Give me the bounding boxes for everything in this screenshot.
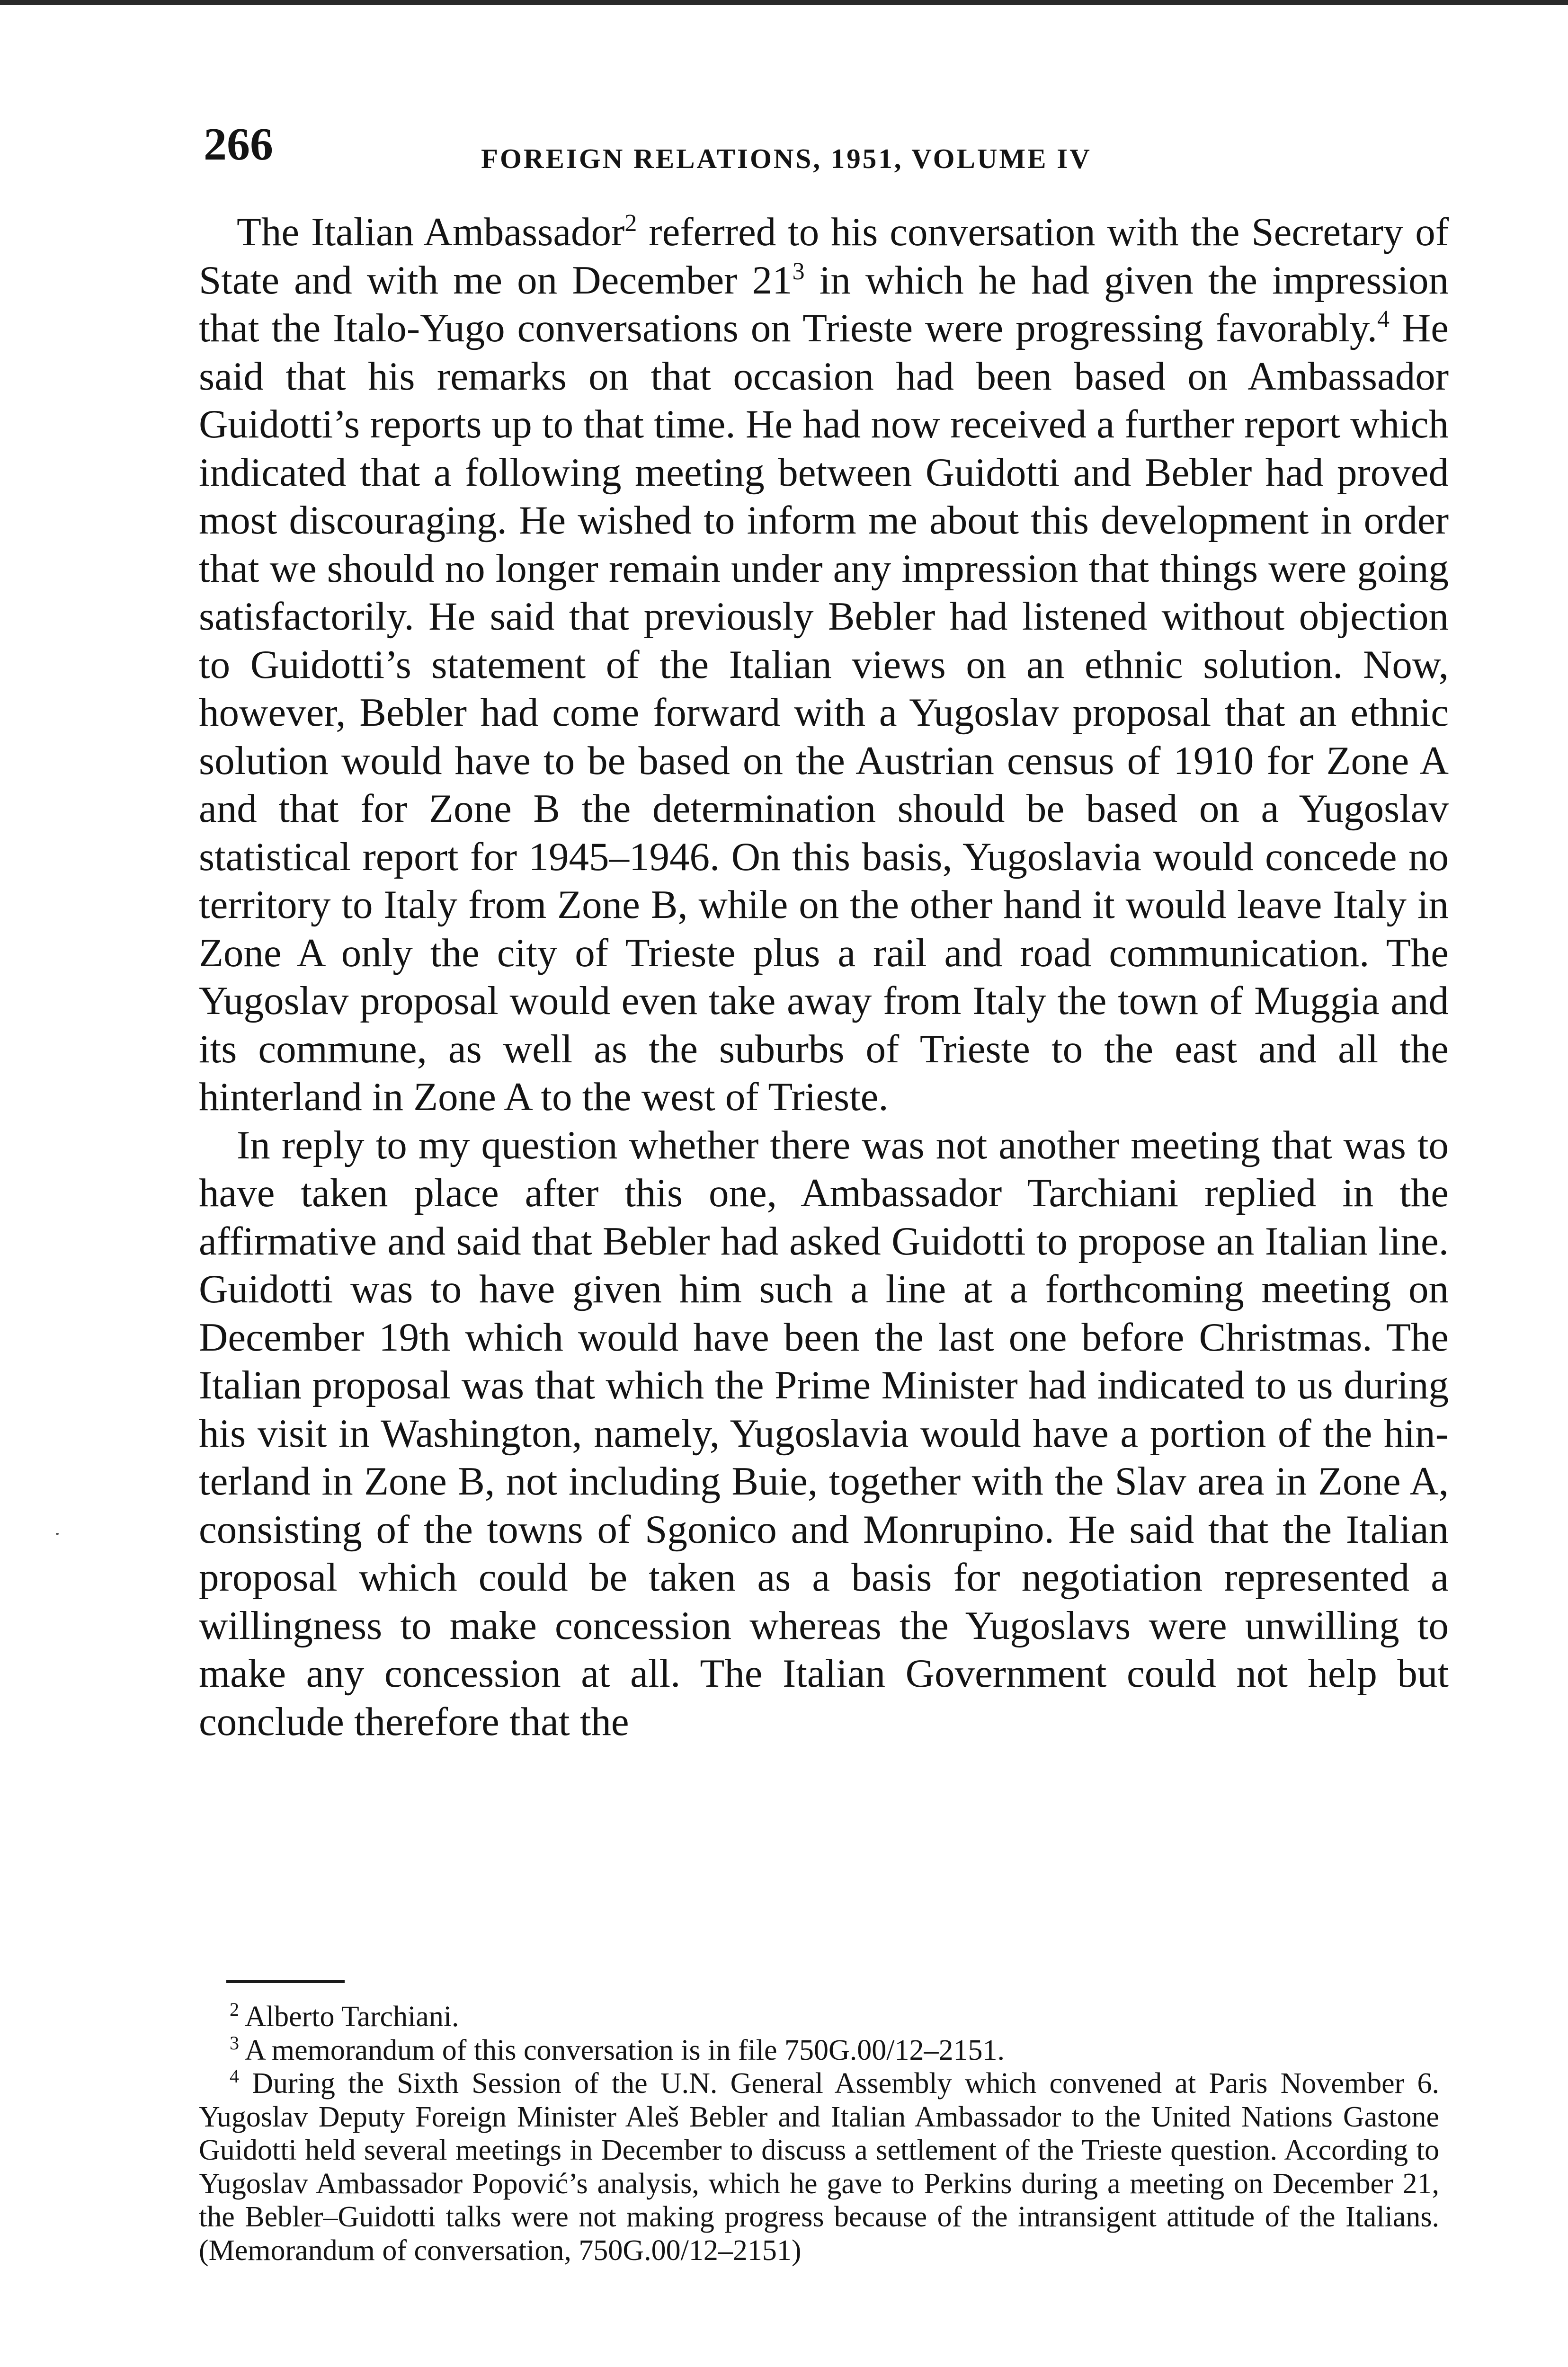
- footnote: [199, 2000, 1439, 2034]
- running-title: FOREIGN RELATIONS, 1951, VOLUME IV: [481, 143, 1092, 174]
- footnote-marker: 3: [230, 2032, 239, 2054]
- footnote-text: During the Sixth Session of the U.N. General Assembly which convened at Paris November 6. Yugoslav Deputy Foreign Minister Aleš Bebler and Italian Ambassador to the United Nations Gastone Guidotti held several meetings in December to discuss a settlement of the Trieste question. According to Yugoslav Ambassador Popović’s analysis, which he gave to Perkins during a meeting on December 21, the Bebler–Guidotti talks were not making progress because of the intransigent attitude of the Italians. (Memorandum of conversation, 750G.00/12–2151): [199, 2067, 1439, 2267]
- paragraph: [199, 208, 1449, 1121]
- body-text: [199, 208, 1449, 1746]
- footnote: [199, 2067, 1439, 2267]
- paragraph-text: in which he had given the impression that the Italo-Yugo conversations on Trieste were progressing favorably.: [199, 258, 1449, 350]
- footnote-ref: 2: [624, 210, 637, 237]
- paragraph-text: The Italian Ambassador: [237, 210, 625, 254]
- footnote-text: Alberto Tarchiani.: [239, 2001, 459, 2033]
- footnote: [199, 2034, 1439, 2067]
- footnote-ref: 4: [1377, 306, 1390, 333]
- footnote-marker: 2: [230, 1999, 239, 2020]
- footnote-marker: 4: [230, 2065, 239, 2087]
- paragraph-text: He said that his remarks on that occasion had been based on Ambassador Guidotti’s reports up to that time. He had now received a further report which indicated that a following meeting between Guidotti and Bebler had proved most discouraging. He wished to inform me about this development in order that we should no longer remain under any impression that things were going satisfactorily. He said that previously Bebler had listened without objection to Guidotti’s statement of the Italian views on an ethnic solution. Now, however, Bebler had come forward with a Yugoslav proposal that an ethnic solution would have to be based on the Austrian census of 1910 for Zone A and that for Zone B the determination should be based on a Yugoslav statistical report for 1945–1946. On this basis, Yugoslavia would concede no territory to Italy from Zone B, while on the other hand it would leave Italy in Zone A only the city of Trieste plus a rail and road communication. The Yugoslav proposal would even take away from Italy the town of Muggia and its commune, as well as the suburbs of Trieste to the east and all the hinterland in Zone A to the west of Trieste.: [199, 306, 1449, 1119]
- footnote-text: A memorandum of this conversation is in file 750G.00/12–2151.: [239, 2034, 1005, 2066]
- paragraph-text: referred to his conversation with the Secretary of State and with me on December 21: [199, 210, 1449, 303]
- footnote-divider: [226, 1980, 345, 1983]
- footnotes: [199, 2000, 1439, 2267]
- scan-speck: [56, 1533, 59, 1535]
- paragraph: In reply to my question whether there was not another meeting that was to have taken place after this one, Ambassador Tarchiani replied in the affirmative and said that Bebler had asked Guidotti to propose an Italian line. Guidotti was to have given him such a line at a forthcoming meeting on December 19th which would have been the last one before Christmas. The Italian proposal was that which the Prime Minister had indicated to us during his visit in Washington, namely, Yugoslavia would have a portion of the hinterland in Zone B, not including Buie, together with the Slav area in Zone A, consisting of the towns of Sgonico and Monrupino. He said that the Italian proposal which could be taken as a basis for negotiation represented a willingness to make concession whereas the Yugoslavs were unwilling to make any concession at all. The Italian Government could not help but conclude therefore that the: [199, 1122, 1449, 1744]
- page-number: 266: [204, 119, 273, 170]
- footnote-ref: 3: [792, 258, 805, 285]
